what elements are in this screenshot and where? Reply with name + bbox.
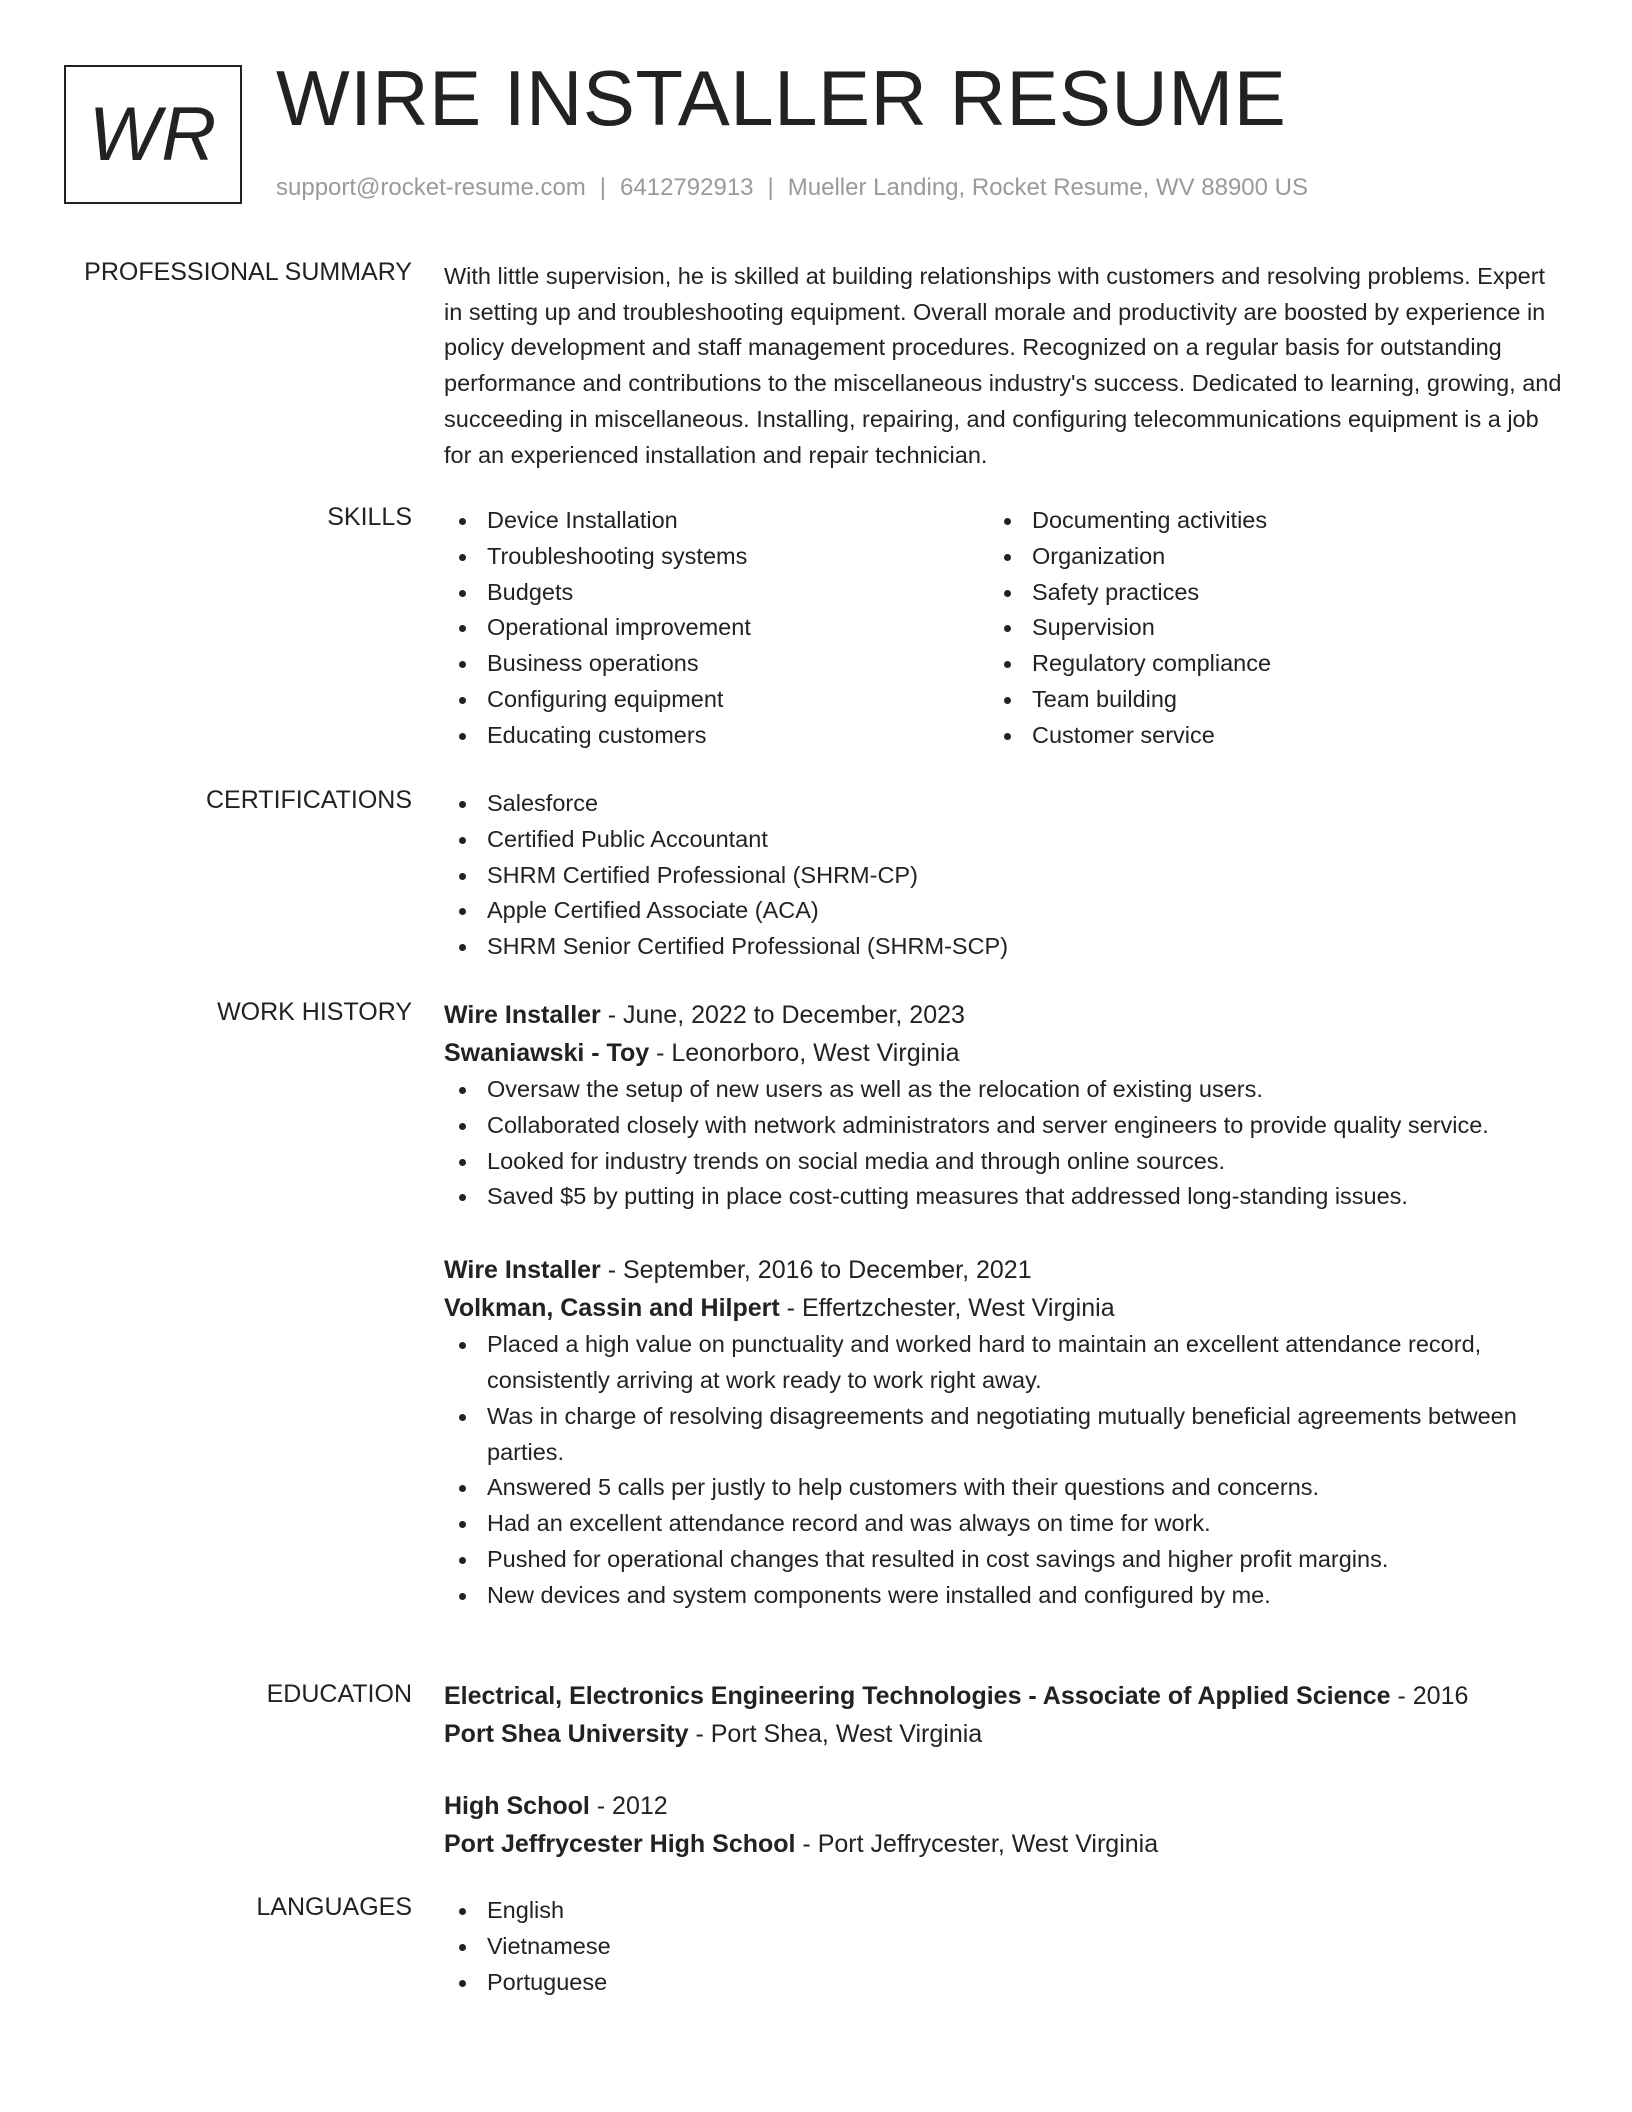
skill-item: Configuring equipment [444, 682, 989, 718]
language-item: English [444, 1893, 1564, 1929]
certifications-list [444, 786, 1564, 965]
education-location: - Port Jeffrycester, West Virginia [795, 1830, 1159, 1858]
contact-address: Mueller Landing, Rocket Resume, WV 88900 US [787, 174, 1309, 201]
job-company-line [444, 1034, 1564, 1072]
education-degree: High School [444, 1792, 590, 1820]
education-year: - 2012 [589, 1792, 668, 1820]
skill-item: Operational improvement [444, 610, 989, 646]
skill-item: Team building [989, 682, 1534, 718]
education-school: Port Jeffrycester High School [444, 1830, 796, 1858]
education-degree-line [444, 1787, 1564, 1825]
education-year: - 2016 [1390, 1682, 1469, 1710]
skills-columns [444, 503, 1564, 754]
skill-item: Budgets [444, 575, 989, 611]
skill-item: Business operations [444, 646, 989, 682]
skill-item: Regulatory compliance [989, 646, 1534, 682]
job-title: Wire Installer [444, 1001, 601, 1029]
job-dates: - September, 2016 to December, 2021 [600, 1256, 1032, 1285]
language-item: Portuguese [444, 1965, 1564, 2001]
education-body [444, 1677, 1564, 1863]
skill-item: Supervision [989, 610, 1534, 646]
summary-text: With little supervision, he is skilled at building relationships with customers and resolving problems. Expert in setting up and troubleshooting equipment. Overall morale and productivity are boosted by experience in policy development and staff management procedures. Recognized on a regular basis for outstanding performance and contributions to the miscellaneous industry's success. Dedicated to learning, growing, and succeeding in miscellaneous. Installing, repairing, and configuring telecommunications equipment is a job for an experienced installation and repair technician. [444, 263, 1562, 468]
education-school-line [444, 1825, 1564, 1863]
monogram-badge [64, 65, 242, 204]
language-item: Vietnamese [444, 1929, 1564, 1965]
education-entry [444, 1787, 1564, 1863]
certification-item: Certified Public Accountant [444, 822, 1564, 858]
job-bullet: Collaborated closely with network administrators and server engineers to provide quality service. [444, 1108, 1564, 1144]
section-label-skills: SKILLS [327, 503, 412, 531]
skill-item: Device Installation [444, 503, 989, 539]
skill-item: Documenting activities [989, 503, 1534, 539]
education-location: - Port Shea, West Virginia [688, 1720, 983, 1748]
job-bullet: Pushed for operational changes that resulted in cost savings and higher profit margins. [444, 1542, 1564, 1578]
certification-item: Salesforce [444, 786, 1564, 822]
job-dates: - June, 2022 to December, 2023 [600, 1001, 965, 1029]
job-location: - Effertzchester, West Virginia [779, 1294, 1115, 1323]
job-bullet: Placed a high value on punctuality and worked hard to maintain an excellent attendance record, consistently arriving at work ready to work right away. [444, 1327, 1564, 1399]
job-entry [444, 996, 1564, 1215]
job-entry [444, 1251, 1564, 1613]
skills-list-left [444, 503, 989, 754]
section-label-summary: PROFESSIONAL SUMMARY [84, 258, 412, 286]
job-bullet: Answered 5 calls per justly to help customers with their questions and concerns. [444, 1470, 1564, 1506]
languages-list [444, 1893, 1564, 2000]
certification-item: SHRM Certified Professional (SHRM-CP) [444, 858, 1564, 894]
job-title-line [444, 1251, 1564, 1289]
job-bullet: Looked for industry trends on social media and through online sources. [444, 1144, 1564, 1180]
job-bullets [444, 1327, 1564, 1613]
monogram-text: WR [88, 92, 218, 177]
work-history-body [444, 996, 1564, 1614]
section-label-education: EDUCATION [266, 1680, 412, 1708]
languages-body [444, 1893, 1564, 2000]
job-title-line [444, 996, 1564, 1034]
contact-separator: | [599, 174, 607, 201]
job-bullet: Had an excellent attendance record and was always on time for work. [444, 1506, 1564, 1542]
skill-item: Customer service [989, 718, 1534, 754]
job-bullets [444, 1072, 1564, 1215]
contact-separator: | [767, 174, 774, 201]
job-company-line [444, 1289, 1564, 1327]
skill-item: Organization [989, 539, 1534, 575]
certification-item: SHRM Senior Certified Professional (SHRM-SCP) [444, 929, 1564, 965]
job-bullet: Oversaw the setup of new users as well as the relocation of existing users. [444, 1072, 1564, 1108]
education-degree-line [444, 1677, 1564, 1715]
summary-body [444, 259, 1564, 473]
contact-phone: 6412792913 [620, 174, 754, 201]
section-label-languages: LANGUAGES [256, 1893, 412, 1921]
job-location: - Leonorboro, West Virginia [649, 1039, 960, 1067]
skills-list-right [989, 503, 1534, 754]
job-company: Swaniawski - Toy [444, 1039, 650, 1067]
job-bullet: New devices and system components were installed and configured by me. [444, 1578, 1564, 1614]
skill-item: Safety practices [989, 575, 1534, 611]
skill-item: Educating customers [444, 718, 989, 754]
job-bullet: Saved $5 by putting in place cost-cutting measures that addressed long-standing issues. [444, 1179, 1564, 1215]
education-school: Port Shea University [444, 1720, 689, 1748]
job-company: Volkman, Cassin and Hilpert [444, 1294, 780, 1323]
education-entry [444, 1677, 1564, 1753]
education-school-line [444, 1715, 1564, 1753]
skill-item: Troubleshooting systems [444, 539, 989, 575]
section-label-work-history: WORK HISTORY [217, 998, 412, 1026]
education-degree: Electrical, Electronics Engineering Technologies - Associate of Applied Science [444, 1682, 1391, 1710]
job-title: Wire Installer [444, 1256, 601, 1285]
contact-line [276, 174, 1308, 202]
job-bullet: Was in charge of resolving disagreements and negotiating mutually beneficial agreements between parties. [444, 1399, 1564, 1471]
certifications-body [444, 786, 1564, 965]
resume-title: WIRE INSTALLER RESUME [276, 54, 1287, 142]
certification-item: Apple Certified Associate (ACA) [444, 893, 1564, 929]
section-label-certifications: CERTIFICATIONS [205, 786, 412, 814]
contact-email: support@rocket-resume.com [276, 174, 586, 201]
